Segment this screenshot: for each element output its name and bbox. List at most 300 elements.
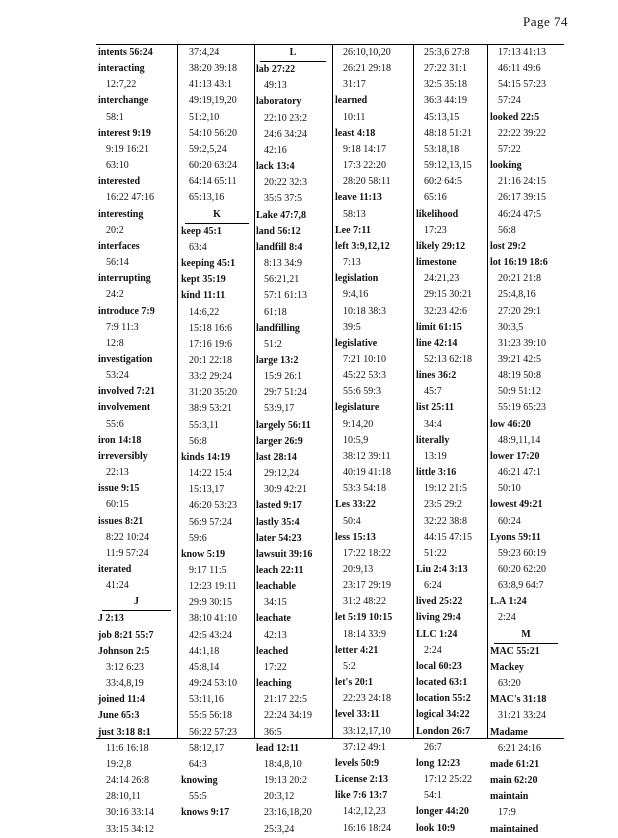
page-references: 63:20 xyxy=(498,678,521,690)
page-references: 33:2 29:24 xyxy=(189,371,233,383)
page-references: 29:12,24 xyxy=(264,468,300,480)
page-references: 42:13 xyxy=(264,629,287,641)
page-references: 25:3,24 xyxy=(264,823,295,835)
page-references: 24:14 26:8 xyxy=(106,775,150,787)
page-references: 55:3,11 xyxy=(189,419,219,431)
index-term: leachable xyxy=(256,581,296,593)
letter-heading-text: K xyxy=(185,207,249,224)
page-references: 59:12,13,15 xyxy=(424,160,472,172)
index-term: issues 8:21 xyxy=(98,515,144,527)
page-references: 15:13,17 xyxy=(189,484,225,496)
page-references: 40:19 41:18 xyxy=(343,467,392,479)
page-references: 55:19 65:23 xyxy=(498,402,547,414)
page-references: 60:2 64:5 xyxy=(424,176,463,188)
page-references: 9:14,20 xyxy=(343,418,374,430)
page-references: 46:21 47:1 xyxy=(498,467,542,479)
page-references: 9:19 16:21 xyxy=(106,143,150,155)
page-references: 28:20 58:11 xyxy=(343,176,391,188)
index-term: local 60:23 xyxy=(416,660,462,672)
page-references: 17:22 18:22 xyxy=(343,547,392,559)
index-term: lasted 9:17 xyxy=(256,500,302,512)
page-references: 29:15 30:21 xyxy=(424,289,473,301)
page-references: 17:16 19:6 xyxy=(189,338,233,350)
index-term: iron 14:18 xyxy=(98,434,142,446)
page-references: 30:9 42:21 xyxy=(264,484,308,496)
index-term: involved 7:21 xyxy=(98,386,155,398)
page-references: 50:10 xyxy=(498,483,521,495)
page-references: 57:24 xyxy=(498,95,521,107)
index-term: lawsuit 39:16 xyxy=(256,548,313,560)
page-references: 58:1 xyxy=(106,111,124,123)
index-term: largely 56:11 xyxy=(256,419,311,431)
page-references: 64:14 65:11 xyxy=(189,176,237,188)
page-references: 51:2,10 xyxy=(189,111,220,123)
page-references: 2:24 xyxy=(498,612,516,624)
page-references: 55:6 59:3 xyxy=(343,386,382,398)
index-term: keeping 45:1 xyxy=(181,258,236,270)
index-term: leached xyxy=(256,645,289,657)
index-term: looked 22:5 xyxy=(490,111,540,123)
index-term: likely 29:12 xyxy=(416,240,466,252)
index-term: little 3:16 xyxy=(416,467,457,479)
index-term: location 55:2 xyxy=(416,693,471,705)
page-references: 57:22 xyxy=(498,143,521,155)
page-references: 65:16 xyxy=(424,192,447,204)
page-references: 44:15 47:15 xyxy=(424,531,473,543)
page-references: 21:16 24:15 xyxy=(498,176,547,188)
index-term: legislation xyxy=(335,273,379,285)
index-term: London 26:7 xyxy=(416,725,471,737)
page-references: 30:16 33:14 xyxy=(106,807,155,819)
index-term: maintained xyxy=(490,823,539,835)
page-references: 16:16 18:24 xyxy=(343,822,392,834)
index-term: job 8:21 55:7 xyxy=(98,629,154,641)
page-references: 56:22 57:23 xyxy=(189,726,238,738)
index-term: leaching xyxy=(256,678,292,690)
index-term: Mackey xyxy=(490,661,524,673)
index-term: Lyons 59:11 xyxy=(490,531,541,543)
page-references: 9:18 14:17 xyxy=(343,143,387,155)
index-column-1 xyxy=(98,45,175,835)
page-references: 35:5 37:5 xyxy=(264,193,303,205)
page-references: 20:3,12 xyxy=(264,791,295,803)
page-references: 23:5 29:2 xyxy=(424,499,463,511)
page-references: 22:10 23:2 xyxy=(264,112,308,124)
index-term: main 62:20 xyxy=(490,775,538,787)
index-term: leachate xyxy=(256,613,291,625)
page-references: 32:23 42:6 xyxy=(424,305,468,317)
page-references: 56:8 xyxy=(189,435,207,447)
page-references: 32:22 38:8 xyxy=(424,515,468,527)
page-references: 17:13 41:13 xyxy=(498,47,547,58)
page-references: 27:20 29:1 xyxy=(498,305,542,317)
index-term: lead 12:11 xyxy=(256,742,300,754)
page-references: 45:7 xyxy=(424,386,442,398)
page-references: 30:3,5 xyxy=(498,321,524,333)
page-references: 12:7,22 xyxy=(106,79,137,91)
page-references: 38:12 39:11 xyxy=(343,450,391,462)
page-references: 28:10,11 xyxy=(106,791,141,803)
page-references: 7:13 xyxy=(343,257,361,269)
page-references: 45:8,14 xyxy=(189,661,220,673)
page-references: 2:24 xyxy=(424,644,442,656)
page-references: 60:15 xyxy=(106,499,129,511)
page-references: 14:6,22 xyxy=(189,306,220,318)
page-references: 19:13 20:2 xyxy=(264,775,308,787)
page-references: 60:20 63:24 xyxy=(189,160,238,172)
index-column-3 xyxy=(256,45,330,835)
page-references: 10:11 xyxy=(343,111,366,123)
index-term: later 54:23 xyxy=(256,532,302,544)
page-references: 26:21 29:18 xyxy=(343,63,392,75)
column-divider xyxy=(177,45,178,738)
page-references: 24:21,23 xyxy=(424,273,460,285)
page-references: 36:3 44:19 xyxy=(424,95,468,107)
page-references: 57:1 61:13 xyxy=(264,290,308,302)
page-references: 45:22 53:3 xyxy=(343,370,387,382)
page-references: 55:5 xyxy=(189,791,207,803)
index-column-5 xyxy=(416,45,486,834)
index-term: looking xyxy=(490,160,522,172)
page-references: 33:4,8,19 xyxy=(106,678,144,690)
letter-heading-text: M xyxy=(494,627,558,644)
page-references: 53:3 54:18 xyxy=(343,483,387,495)
index-term: level 33:11 xyxy=(335,709,380,721)
page-references: 49:13 xyxy=(264,80,287,92)
page-references: 13:19 xyxy=(424,450,447,462)
index-term: leach 22:11 xyxy=(256,565,304,576)
letter-heading-text: J xyxy=(102,594,171,611)
page-references: 59:6 xyxy=(189,532,207,544)
page-references: 50:9 51:12 xyxy=(498,386,542,398)
page-references: 19:12 21:5 xyxy=(424,483,468,495)
page-references: 42:16 xyxy=(264,144,287,156)
index-term: least 4:18 xyxy=(335,127,376,139)
index-term: lived 25:22 xyxy=(416,596,463,608)
index-term: issue 9:15 xyxy=(98,483,140,495)
page-references: 20:21 21:8 xyxy=(498,273,542,285)
page-references: 18:4,8,10 xyxy=(264,758,302,770)
page-references: 9:4,16 xyxy=(343,289,369,301)
index-term: Madame xyxy=(490,726,528,738)
page-references: 22:24 34:19 xyxy=(264,710,313,722)
page-references: 49:19,19,20 xyxy=(189,95,237,107)
page-references: 63:8,9 64:7 xyxy=(498,580,544,592)
page-references: 19:2,8 xyxy=(106,758,132,770)
letter-heading xyxy=(181,207,253,224)
index-term: letter 4:21 xyxy=(335,644,379,656)
index-term: Lake 47:7,8 xyxy=(256,209,306,221)
page-references: 11:6 16:18 xyxy=(106,742,149,754)
page-references: 10:18 38:3 xyxy=(343,305,387,317)
page-references: 31:2 48:22 xyxy=(343,596,387,608)
page-references: 14:2,12,23 xyxy=(343,806,386,818)
index-term: laboratory xyxy=(256,96,302,108)
index-term: keep 45:1 xyxy=(181,225,222,237)
page-references: 48:9,11,14 xyxy=(498,434,541,446)
index-term: list 25:11 xyxy=(416,402,455,414)
page-references: 26:7 xyxy=(424,741,442,753)
page-references: 20:22 32:3 xyxy=(264,177,308,189)
page-references: 17:22 xyxy=(264,661,287,673)
index-term: interacting xyxy=(98,63,145,75)
index-term: lack 13:4 xyxy=(256,161,295,173)
column-divider xyxy=(332,45,333,738)
page-references: 25:4,8,16 xyxy=(498,289,536,301)
index-term: line 42:14 xyxy=(416,337,458,349)
page-references: 16:22 47:16 xyxy=(106,192,155,204)
page-references: 26:17 39:15 xyxy=(498,192,547,204)
index-term: June 65:3 xyxy=(98,710,140,722)
index-term: interested xyxy=(98,176,141,188)
page-references: 34:15 xyxy=(264,597,287,609)
page-references: 31:17 xyxy=(343,79,366,91)
page-references: 38:9 53:21 xyxy=(189,403,233,415)
index-term: MAC 55:21 xyxy=(490,645,540,657)
page-references: 17:12 25:22 xyxy=(424,774,473,786)
index-term: maintain xyxy=(490,791,529,803)
index-term: lastly 35:4 xyxy=(256,516,300,528)
index-term: knowing xyxy=(181,775,218,787)
page-references: 27:22 31:1 xyxy=(424,63,468,75)
page-references: 24:2 xyxy=(106,289,124,301)
page-references: 23:17 29:19 xyxy=(343,580,392,592)
index-term: Johnson 2:5 xyxy=(98,645,150,657)
page-references: 20:1 22:18 xyxy=(189,354,233,366)
page-references: 3:12 6:23 xyxy=(106,661,145,673)
page-references: 56:21,21 xyxy=(264,274,300,286)
page-references: 42:5 43:24 xyxy=(189,629,233,641)
letter-heading xyxy=(256,45,330,62)
page-references: 33:12,17,10 xyxy=(343,725,391,737)
page-references: 44:1,18 xyxy=(189,645,220,657)
page-references: 50:4 xyxy=(343,515,361,527)
index-term: lost 29:2 xyxy=(490,240,526,252)
index-term: land 56:12 xyxy=(256,225,301,237)
index-term: long 12:23 xyxy=(416,757,461,769)
index-term: J 2:13 xyxy=(98,613,124,625)
letter-heading-text: L xyxy=(260,45,326,62)
index-term: interrupting xyxy=(98,273,151,285)
index-term: investigation xyxy=(98,353,153,365)
index-term: leave 11:13 xyxy=(335,192,382,204)
index-term: living 29:4 xyxy=(416,612,461,624)
index-term: joined 11:4 xyxy=(98,694,145,706)
index-term: located 63:1 xyxy=(416,677,468,689)
index-term: literally xyxy=(416,434,450,446)
column-divider xyxy=(254,45,255,738)
index-term: let 5:19 10:15 xyxy=(335,612,393,624)
index-term: irreversibly xyxy=(98,450,148,462)
page-references: 60:20 62:20 xyxy=(498,564,547,575)
page-references: 53:24 xyxy=(106,370,129,382)
index-term: kinds 14:19 xyxy=(181,451,231,463)
page-references: 64:3 xyxy=(189,758,207,770)
index-term: low 46:20 xyxy=(490,418,531,430)
page-references: 7:9 11:3 xyxy=(106,321,139,333)
index-term: like 7:6 13:7 xyxy=(335,790,388,802)
page-references: 22:23 24:18 xyxy=(343,693,392,705)
index-term: levels 50:9 xyxy=(335,757,380,769)
page-references: 7:21 10:10 xyxy=(343,353,387,365)
page-references: 45:13,15 xyxy=(424,111,460,123)
page-references: 39:21 42:5 xyxy=(498,353,542,365)
index-term: left 3:9,12,12 xyxy=(335,240,390,252)
column-divider xyxy=(487,45,488,738)
index-term: kept 35:19 xyxy=(181,274,226,286)
index-column-4 xyxy=(335,45,411,834)
page-references: 54:10 56:20 xyxy=(189,127,238,139)
page-references: 46:24 47:5 xyxy=(498,208,542,220)
page-references: 8:22 10:24 xyxy=(106,531,150,543)
page-references: 23:16,18,20 xyxy=(264,807,312,819)
page-references: 34:4 xyxy=(424,418,442,430)
page-references: 49:24 53:10 xyxy=(189,678,238,690)
index-term: larger 26:9 xyxy=(256,435,303,447)
page-references: 6:21 24:16 xyxy=(498,742,542,754)
letter-heading xyxy=(98,594,175,611)
page-references: 17:3 22:20 xyxy=(343,160,387,172)
index-term: learned xyxy=(335,95,368,107)
index-term: limit 61:15 xyxy=(416,321,462,333)
page-references: 32:5 35:18 xyxy=(424,79,468,91)
index-term: interfaces xyxy=(98,240,140,252)
page-references: 38:20 39:18 xyxy=(189,63,238,75)
index-term: intents 56:24 xyxy=(98,47,153,58)
page-references: 58:12,17 xyxy=(189,742,225,754)
page-references: 20:9,13 xyxy=(343,564,374,575)
page-references: 63:4 xyxy=(189,241,207,253)
index-column-6 xyxy=(490,45,562,835)
index-term: let's 20:1 xyxy=(335,677,374,689)
page-references: 37:4,24 xyxy=(189,47,220,58)
page-references: 48:18 51:21 xyxy=(424,127,473,139)
page-references: 38:10 41:10 xyxy=(189,613,238,625)
page-references: 59:2,5,24 xyxy=(189,143,227,155)
index-term: interesting xyxy=(98,208,144,220)
page-references: 48:19 50:8 xyxy=(498,370,542,382)
page-references: 31:23 39:10 xyxy=(498,337,547,349)
page-references: 12:23 19:11 xyxy=(189,581,237,593)
page-references: 31:20 35:20 xyxy=(189,387,238,399)
page-references: 52:13 62:18 xyxy=(424,353,473,365)
index-term: made 61:21 xyxy=(490,758,540,770)
index-term: less 15:13 xyxy=(335,531,376,543)
page-references: 25:3,6 27:8 xyxy=(424,47,470,58)
page-references: 17:23 xyxy=(424,224,447,236)
page-references: 18:14 33:9 xyxy=(343,628,387,640)
page-references: 36:5 xyxy=(264,726,282,738)
page-references: 37:12 49:1 xyxy=(343,741,387,753)
letter-heading xyxy=(490,627,562,644)
page-references: 53:9,17 xyxy=(264,403,295,415)
index-term: involvement xyxy=(98,402,151,414)
page-references: 54:1 xyxy=(424,790,442,802)
page-references: 65:13,16 xyxy=(189,192,225,204)
page-references: 53:18,18 xyxy=(424,143,460,155)
index-term: Liu 2:4 3:13 xyxy=(416,564,468,575)
page-references: 20:2 xyxy=(106,224,124,236)
index-column-2 xyxy=(181,45,253,819)
page-references: 24:6 34:24 xyxy=(264,128,308,140)
page-references: 8:13 34:9 xyxy=(264,258,303,270)
index-term: landfilling xyxy=(256,322,300,334)
page-references: 6:24 xyxy=(424,580,442,592)
index-term: large 13:2 xyxy=(256,354,299,366)
index-term: MAC's 31:18 xyxy=(490,694,547,706)
index-term: know 5:19 xyxy=(181,548,226,560)
page-references: 9:17 11:5 xyxy=(189,565,227,576)
page-references: 21:17 22:5 xyxy=(264,694,308,706)
page-references: 39:5 xyxy=(343,321,361,333)
page-references: 58:13 xyxy=(343,208,366,220)
index-term: lower 17:20 xyxy=(490,450,540,462)
index-term: License 2:13 xyxy=(335,774,389,786)
page-references: 14:22 15:4 xyxy=(189,468,233,480)
index-term: introduce 7:9 xyxy=(98,305,155,317)
index-term: interchange xyxy=(98,95,149,107)
page-references: 59:23 60:19 xyxy=(498,547,547,559)
page-references: 61:18 xyxy=(264,306,287,318)
index-term: lowest 49:21 xyxy=(490,499,543,511)
page-references: 17:9 xyxy=(498,807,516,819)
index-term: legislature xyxy=(335,402,380,414)
page-references: 60:24 xyxy=(498,515,521,527)
page-references: 55:6 xyxy=(106,418,124,430)
index-term: lab 27:22 xyxy=(256,64,296,76)
index-term: limestone xyxy=(416,257,457,269)
index-term: likelihood xyxy=(416,208,459,220)
index-term: LLC 1:24 xyxy=(416,628,458,640)
page-references: 51:22 xyxy=(424,547,447,559)
page-references: 33:15 34:12 xyxy=(106,823,155,835)
page-references: 53:11,16 xyxy=(189,694,224,706)
page-references: 41:24 xyxy=(106,580,129,592)
index-term: Lee 7:11 xyxy=(335,224,371,236)
page-references: 15:18 16:6 xyxy=(189,322,233,334)
index-term: kind 11:11 xyxy=(181,290,226,302)
index-term: lot 16:19 18:6 xyxy=(490,257,548,269)
page-references: 22:22 39:22 xyxy=(498,127,547,139)
page-references: 26:10,10,20 xyxy=(343,47,391,58)
index-term: last 28:14 xyxy=(256,451,297,463)
index-term: longer 44:20 xyxy=(416,806,469,818)
page-references: 63:10 xyxy=(106,160,129,172)
page-references: 46:20 53:23 xyxy=(189,500,238,512)
page-references: 56:9 57:24 xyxy=(189,516,233,528)
index-term: L.A 1:24 xyxy=(490,596,527,608)
page-references: 29:9 30:15 xyxy=(189,597,233,609)
column-divider xyxy=(413,45,414,738)
page-references: 12:8 xyxy=(106,337,124,349)
page-references: 22:13 xyxy=(106,467,129,479)
page-references: 41:13 43:1 xyxy=(189,79,233,91)
page-references: 15:9 26:1 xyxy=(264,371,303,383)
page-references: 29:7 51:24 xyxy=(264,387,308,399)
page-number: Page 74 xyxy=(522,14,568,29)
index-term: Les 33:22 xyxy=(335,499,376,511)
index-term: legislative xyxy=(335,337,378,349)
index-term: iterated xyxy=(98,564,132,575)
page-references: 5:2 xyxy=(343,660,356,672)
index-term: landfill 8:4 xyxy=(256,241,303,253)
page-references: 55:5 56:18 xyxy=(189,710,233,722)
page-references: 56:8 xyxy=(498,224,516,236)
page-references: 11:9 57:24 xyxy=(106,547,149,559)
index-term: interest 9:19 xyxy=(98,127,151,139)
page-references: 54:15 57:23 xyxy=(498,79,547,91)
index-term: knows 9:17 xyxy=(181,807,230,819)
